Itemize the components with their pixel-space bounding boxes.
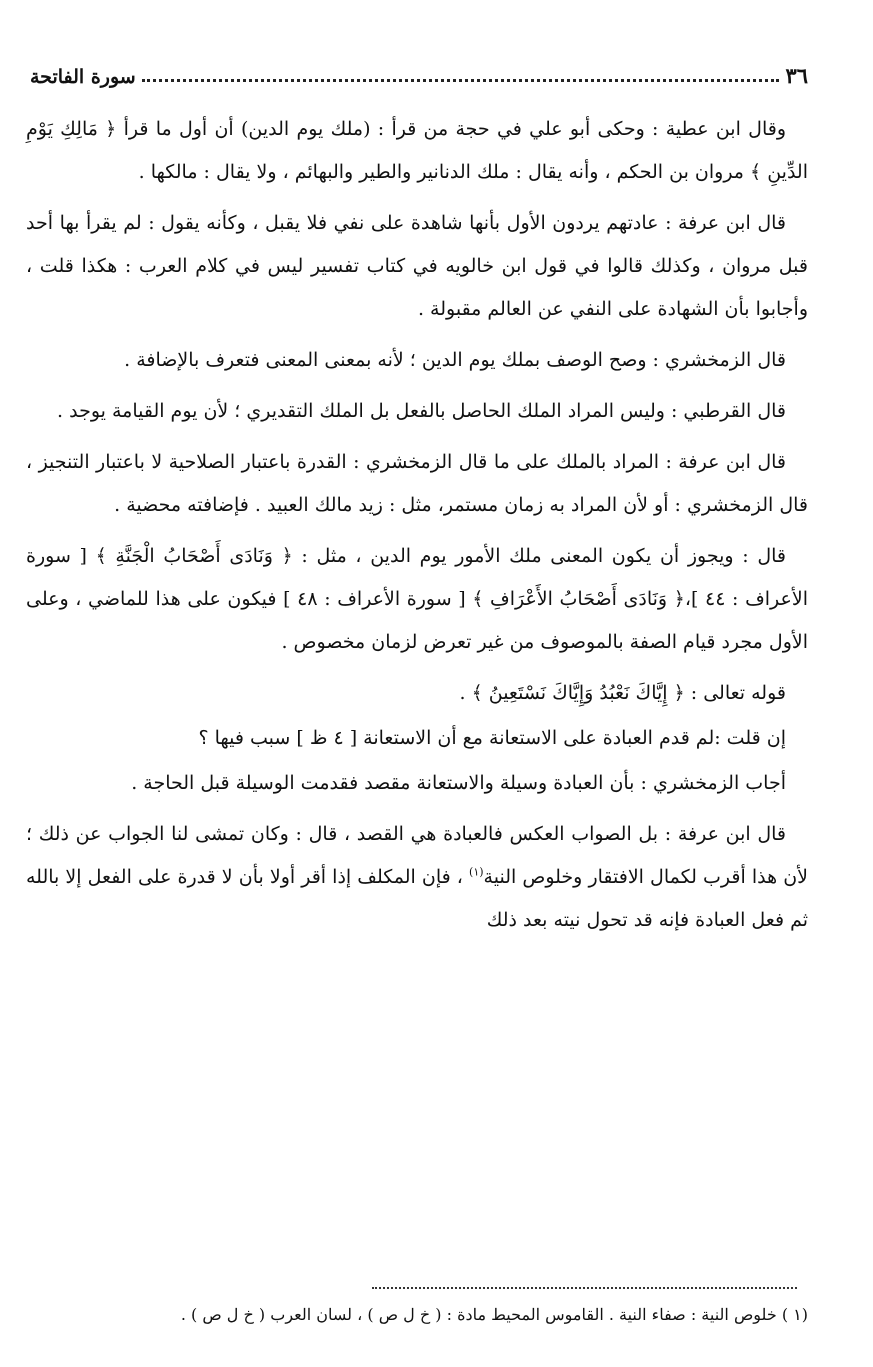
running-header [30,58,808,88]
page-number: ٣٦ [785,63,808,88]
footnote-marker[interactable]: (١) [469,865,484,879]
surah-title: سورة الفاتحة [30,66,136,88]
paragraph: أجاب الزمخشري : بأن العبادة وسيلة والاستعانة مقصد فقدمت الوسيلة قبل الحاجة . [131,772,786,794]
footnote-separator [372,1287,797,1289]
paragraph: قال القرطبي : وليس المراد الملك الحاصل بالفعل بل الملك التقديري ؛ لأن يوم القيامة يوجد . [57,400,786,422]
main-text [26,108,808,950]
paragraph: قوله تعالى : ﴿ إِيَّاكَ نَعْبُدُ وَإِيَّاكَ نَسْتَعِينُ ﴾ . [459,682,786,704]
paragraph: قال الزمخشري : وصح الوصف بملك يوم الدين ؛ لأنه بمعنى المعنى فتعرف بالإضافة . [124,349,786,371]
paragraph-text: ، فإن المكلف إذا أقر أولا بأن لا قدرة على الفعل إلا بالله ثم فعل العبادة فإنه قد تحول نيته بعد ذلك [26,866,808,931]
paragraph: قال ابن عرفة : عادتهم يردون الأول بأنها شاهدة على نفي فلا يقبل ، وكأنه يقول : لم يقرأ بها أحد قبل مروان ، وكذلك قالوا في قول ابن خالويه في كتاب تفسير ليس في كلام العرب : هكذا قلت ، وأجابوا بأن الشهادة على النفي عن العالم مقبولة . [26,212,808,320]
paragraph: قال ابن عرفة : المراد بالملك على ما قال الزمخشري : القدرة باعتبار الصلاحية لا باعتبار التنجيز ، قال الزمخشري : أو لأن المراد به زمان مستمر، مثل : زيد مالك العبيد . فإضافته محضية . [26,451,808,516]
header-dotted-leader [142,79,780,82]
paragraph-text: قال ابن عرفة : بل الصواب العكس فالعبادة هي القصد ، قال : وكان تمشى لنا الجواب عن ذلك ؛ لأن هذا أقرب لكمال الافتقار وخلوص النية [26,823,808,888]
paragraph: وقال ابن عطية : وحكى أبو علي في حجة من قرأ : (ملك يوم الدين) أن أول ما قرأ ﴿ مَالِكِ يَوْمِ الدِّينِ ﴾ مروان بن الحكم ، وأنه يقال : ملك الدنانير والطير والبهائم ، ولا يقال : مالكها . [26,118,808,183]
footnote: (١ ) خلوص النية : صفاء النية . القاموس المحيط مادة : ( خ ل ص ) ، لسان العرب ( خ ل ص ) . [180,1305,808,1324]
paragraph: قال : ويجوز أن يكون المعنى ملك الأمور يوم الدين ، مثل : ﴿ وَنَادَى أَصْحَابُ الْجَنَّةِ ﴾ [ سورة الأعراف : ٤٤ ]،﴿ وَنَادَى أَصْحَابُ الأَعْرَافِ ﴾ [ سورة الأعراف : ٤٨ ] فيكون على هذا للماضي ، وعلى الأول مجرد قيام الصفة بالموصوف من غير تعرض لزمان مخصوص . [26,545,808,653]
paragraph [26,813,808,942]
paragraph: إن قلت :لم قدم العبادة على الاستعانة مع أن الاستعانة [ ٤ ظ ] سبب فيها ؟ [198,727,786,749]
